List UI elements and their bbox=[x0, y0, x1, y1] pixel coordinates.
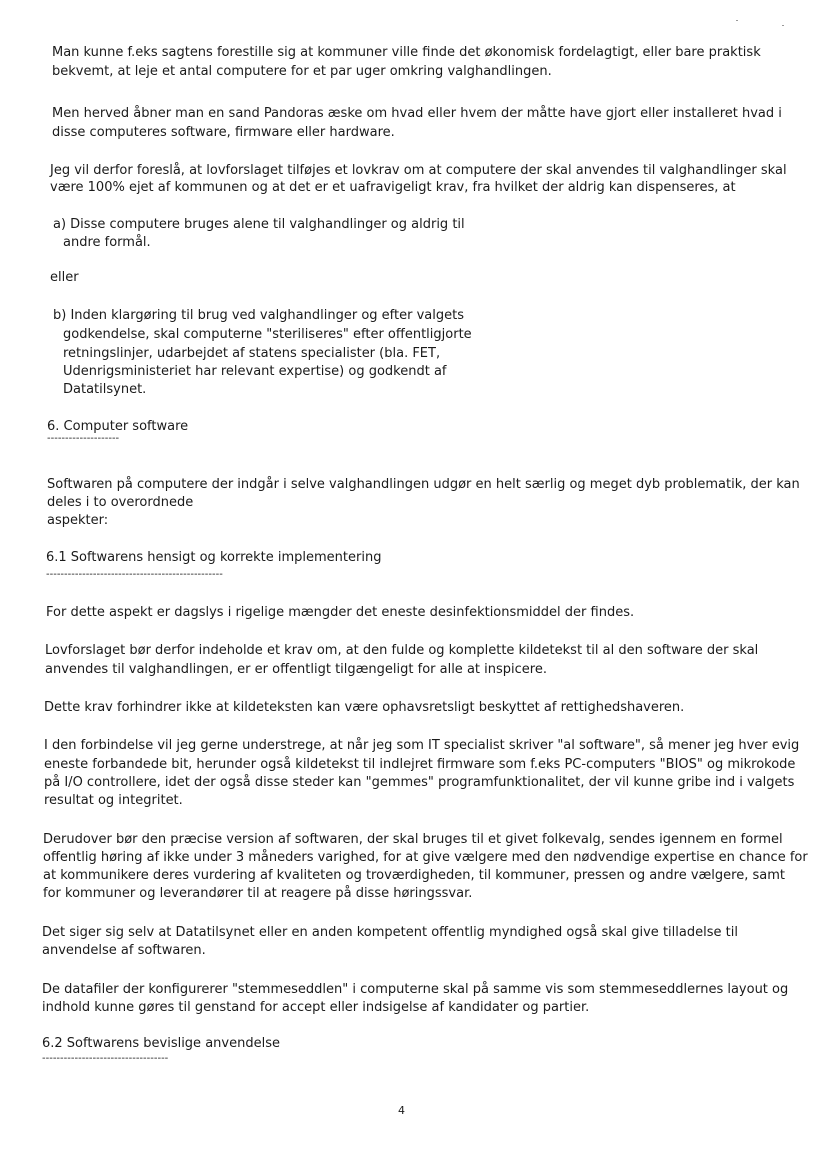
section-6-heading: 6. Computer software bbox=[47, 419, 189, 434]
proposal-line: Jeg vil derfor foreslå, at lovforslaget tilføjes et lovkrav om at computere der skal anvendes til valghandlinger skal bbox=[50, 163, 787, 178]
scan-speck bbox=[736, 20, 738, 21]
pandora-line: disse computeres software, firmware eller hardware. bbox=[52, 125, 395, 140]
hearing-line: Derudover bør den præcise version af softwaren, der skal bruges til et givet folkevalg, sendes igennem en formel bbox=[43, 832, 783, 847]
or-separator: eller bbox=[50, 270, 79, 285]
hearing-line: at kommunikere deres vurdering af kvaliteten og troværdigheden, til kommuner, pressen og andre vælgere, samt bbox=[43, 868, 785, 883]
datatilsynet-line: Det siger sig selv at Datatilsynet eller en anden kompetent offentlig myndighed også skal give tilladelse til bbox=[42, 925, 738, 940]
hearing-line: for kommuner og leverandører til at reagere på disse høringssvar. bbox=[43, 886, 473, 901]
section-6-2-heading: 6.2 Softwarens bevislige anvendelse bbox=[42, 1036, 280, 1051]
intro-line: Man kunne f.eks sagtens forestille sig at kommuner ville finde det økonomisk fordelagtigt, eller bare praktisk bbox=[52, 45, 761, 60]
datatilsynet-line: anvendelse af softwaren. bbox=[42, 943, 206, 958]
scan-speck bbox=[782, 25, 784, 26]
option-a-line: andre formål. bbox=[63, 235, 151, 250]
section-6-2-underline: ----------------------------------- bbox=[42, 1053, 169, 1064]
section-6-1-underline: ------------------------------------------------- bbox=[46, 569, 223, 580]
proposal-line: være 100% ejet af kommunen og at det er et uafravigeligt krav, fra hvilket der aldrig kan dispenseres, at bbox=[50, 180, 736, 195]
copyright-line: Dette krav forhindrer ikke at kildeteksten kan være ophavsretsligt beskyttet af rettighedshaveren. bbox=[44, 700, 685, 715]
all-software-line: resultat og integritet. bbox=[44, 793, 183, 808]
option-b-line: Datatilsynet. bbox=[63, 382, 147, 397]
option-a-line: a) Disse computere bruges alene til valghandlinger og aldrig til bbox=[53, 217, 465, 232]
source-requirement-line: Lovforslaget bør derfor indeholde et krav om, at den fulde og komplette kildetekst til al den software der skal bbox=[45, 643, 759, 658]
source-requirement-line: anvendes til valghandlingen, er er offentligt tilgængeligt for alle at inspicere. bbox=[45, 662, 547, 677]
pandora-line: Men herved åbner man en sand Pandoras æske om hvad eller hvem der måtte have gjort eller installeret hvad i bbox=[52, 106, 782, 121]
all-software-line: I den forbindelse vil jeg gerne understrege, at når jeg som IT specialist skriver "al software", så mener jeg hver evig bbox=[44, 738, 800, 753]
section-6-intro-line: aspekter: bbox=[47, 513, 109, 528]
all-software-line: eneste forbandede bit, herunder også kildetekst til indlejret firmware som f.eks PC-computers "BIOS" og mikrokode bbox=[44, 757, 796, 772]
datafiles-line: De datafiler der konfigurerer "stemmeseddlen" i computerne skal på samme vis som stemmeseddlernes layout og bbox=[42, 982, 789, 997]
section-6-intro-line: deles i to overordnede bbox=[47, 495, 194, 510]
section-6-1-heading: 6.1 Softwarens hensigt og korrekte implementering bbox=[46, 550, 382, 565]
option-b-line: b) Inden klargøring til brug ved valghandlinger og efter valgets bbox=[53, 308, 464, 323]
datafiles-line: indhold kunne gøres til genstand for accept eller indsigelse af kandidater og partier. bbox=[42, 1000, 590, 1015]
option-b-line: Udenrigsministeriet har relevant expertise) og godkendt af bbox=[63, 364, 447, 379]
all-software-line: på I/O controllere, idet der også disse steder kan "gemmes" programfunktionalitet, der vil kunne gribe ind i valgets bbox=[44, 775, 795, 790]
section-6-underline: -------------------- bbox=[47, 433, 120, 444]
page-number: 4 bbox=[398, 1104, 405, 1117]
hearing-line: offentlig høring af ikke under 3 måneders varighed, for at give vælgere med den nødvendige expertise en chance for bbox=[43, 850, 808, 865]
intro-line: bekvemt, at leje et antal computere for et par uger omkring valghandlingen. bbox=[52, 64, 552, 79]
option-b-line: retningslinjer, udarbejdet af statens specialister (bla. FET, bbox=[63, 346, 441, 361]
option-b-line: godkendelse, skal computerne "steriliseres" efter offentligjorte bbox=[63, 327, 472, 342]
daylight-line: For dette aspekt er dagslys i rigelige mængder det eneste desinfektionsmiddel der findes. bbox=[46, 605, 635, 620]
section-6-intro-line: Softwaren på computere der indgår i selve valghandlingen udgør en helt særlig og meget dyb problematik, der kan bbox=[47, 477, 800, 492]
